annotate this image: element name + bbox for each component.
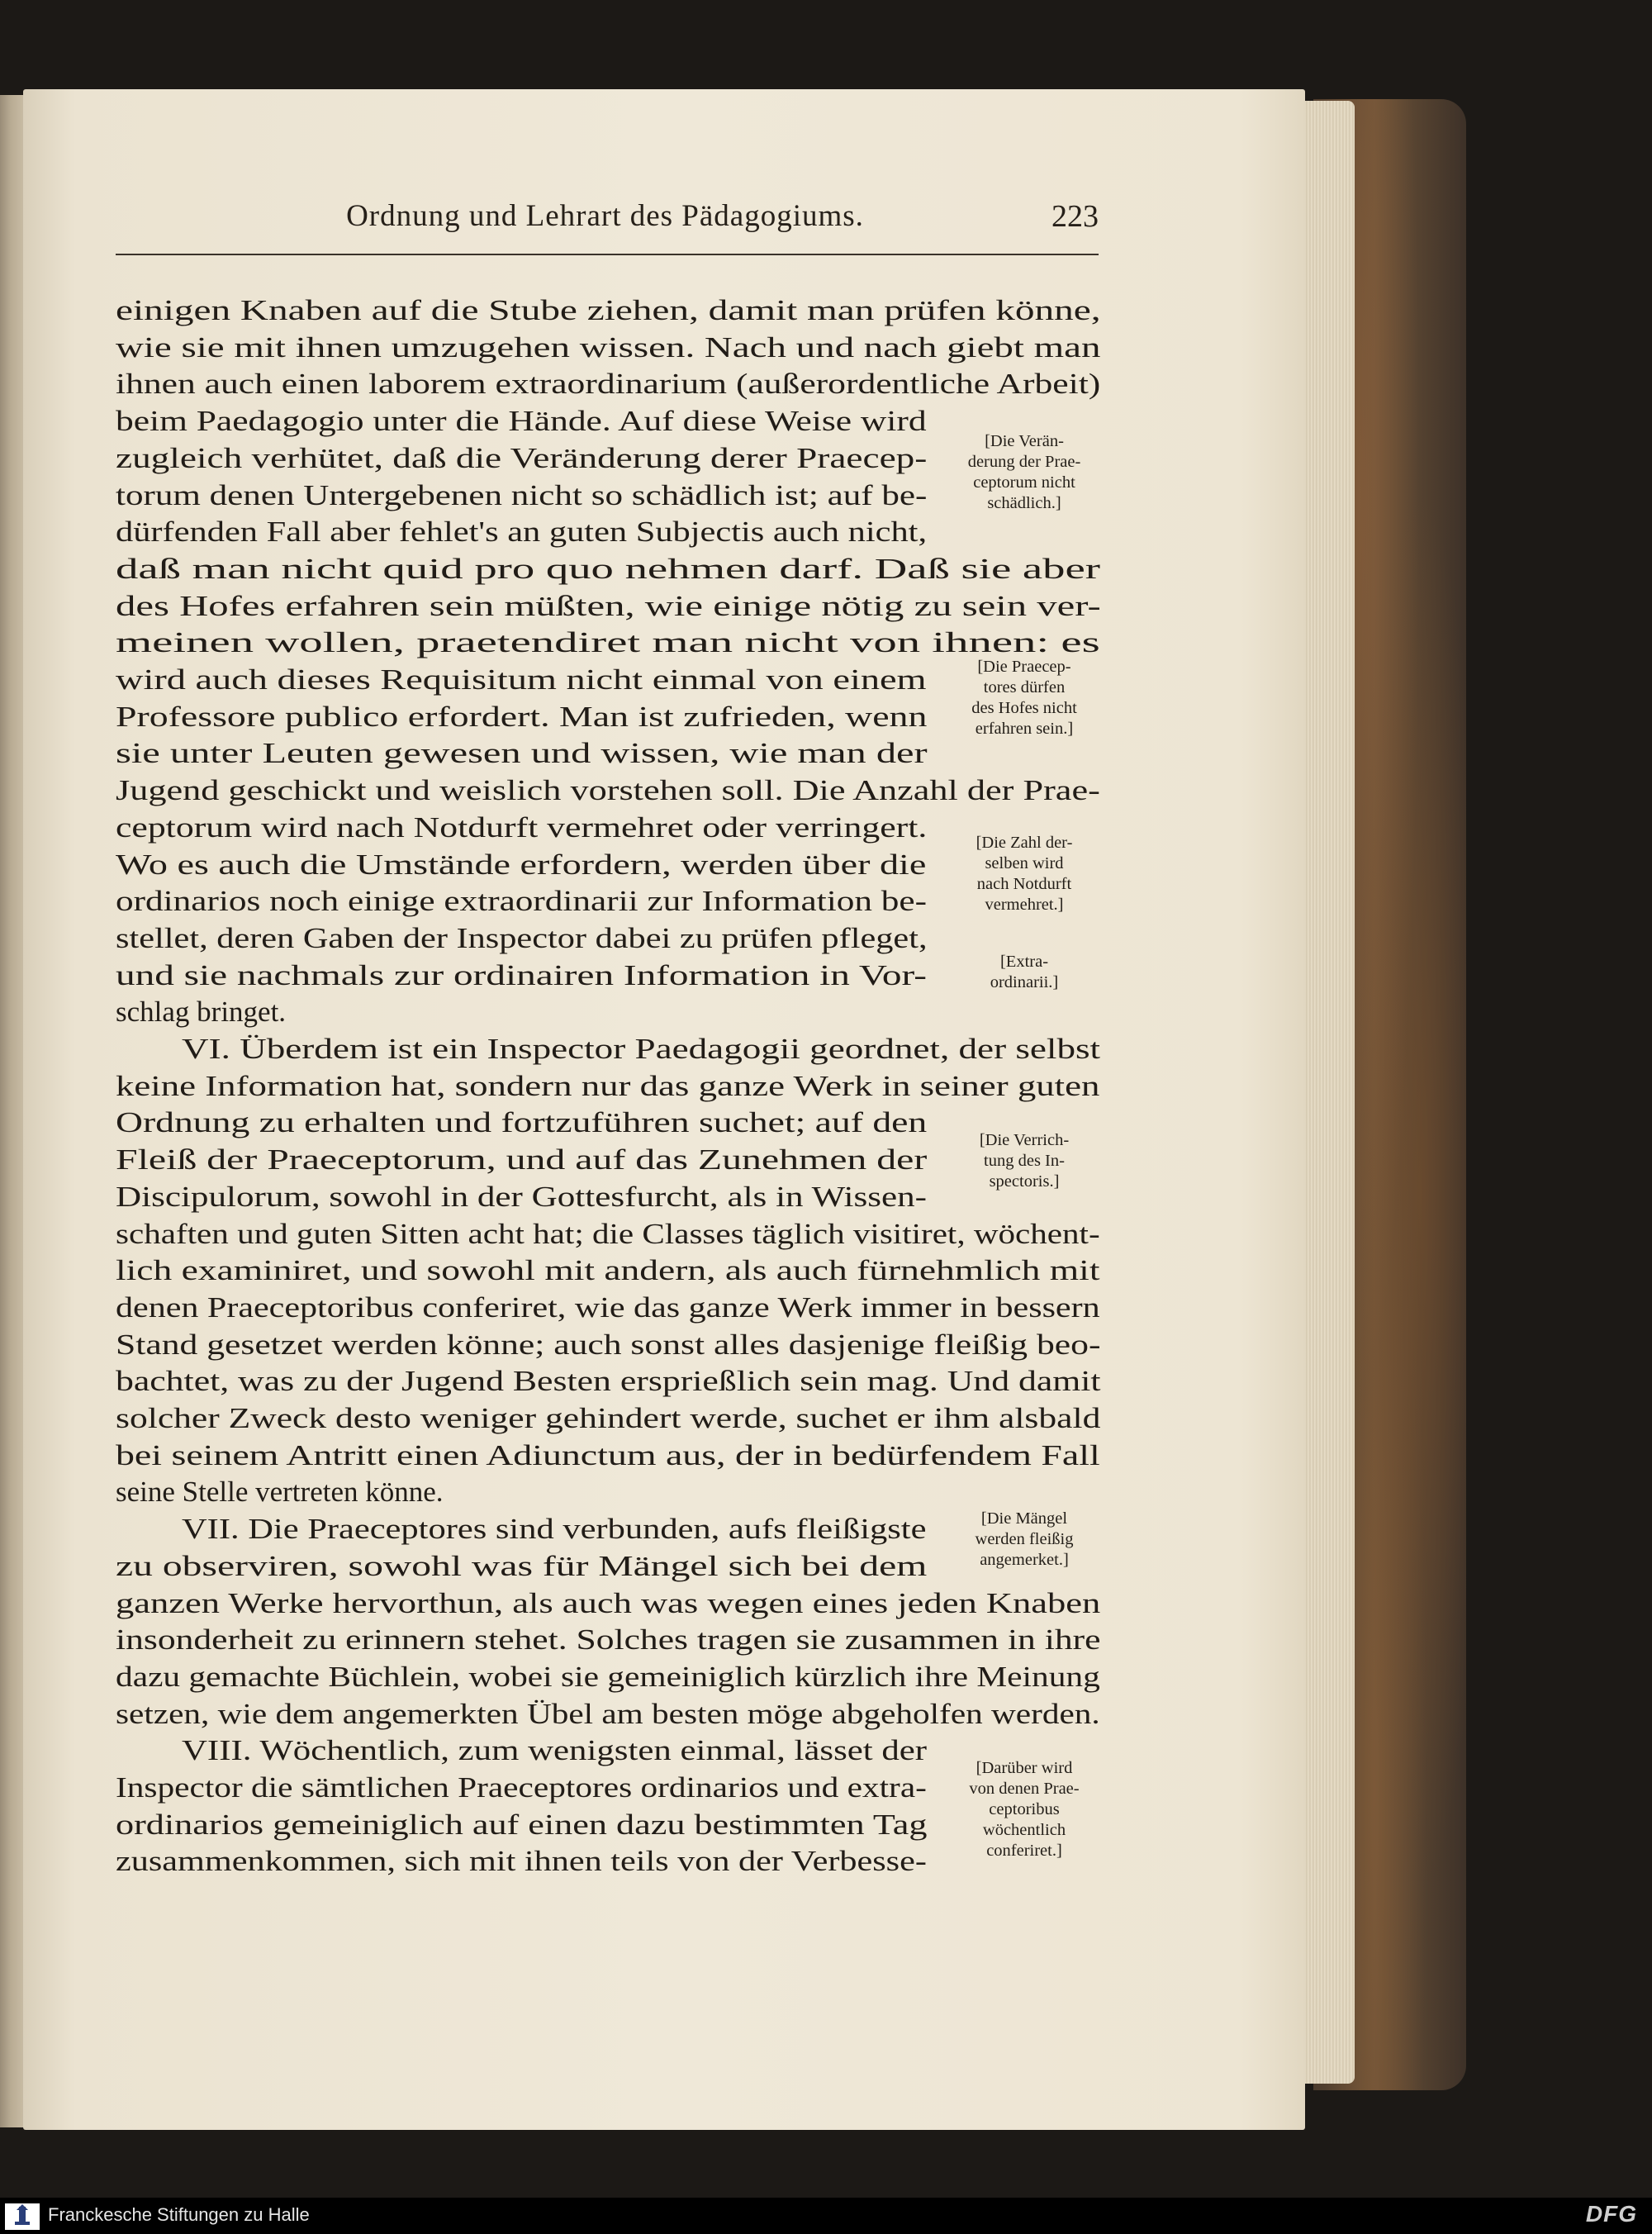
body-line: seine Stelle vertreten könne. [116,1476,444,1509]
body-line: zu observiren, sowohl was für Mängel sich bei dem [116,1549,928,1582]
body-line: Stand gesetzet werden könne; auch sonst alles dasjenige fleißig beo- [116,1328,1101,1361]
body-line: schaften und guten Sitten acht hat; die Classes täglich visitiret, wöchent- [116,1217,1100,1250]
body-line: VIII. Wöchentlich, zum wenigsten einmal, lässet der [182,1734,928,1767]
body-line: Fleiß der Praeceptorum, und auf das Zunehmen der [116,1143,928,1176]
body-line: schlag bringet. [116,996,287,1029]
marginal-note: [Die Verän- derung der Prae- ceptorum nicht schädlich.] [967,432,1081,512]
body-line: des Hofes erfahren sein müßten, wie einige nötig zu sein ver- [116,589,1101,622]
body-line: insonderheit zu erinnern stehet. Solches tragen sie zusammen in ihre [116,1623,1101,1656]
body-line: Ordnung zu erhalten und fortzuführen suchet; auf den [116,1106,928,1139]
body-line: sie unter Leuten gewesen und wissen, wie man der [116,737,928,770]
body-line: lich examiniret, und sowohl mit andern, als auch fürnehmlich mit [116,1254,1100,1287]
header-rule [116,254,1099,255]
marginal-note: [Die Mängel werden fleißig angemerket.] [975,1509,1074,1569]
body-line: zugleich verhütet, daß die Veränderung derer Praecep- [116,441,928,474]
body-line: ganzen Werke hervorthun, als auch was wegen eines jeden Knaben [116,1586,1101,1619]
body-line: denen Praeceptoribus conferiret, wie das ganze Werk immer in bessern [116,1290,1100,1324]
library-logo-icon [5,2203,40,2230]
body-line: Inspector die sämtlichen Praeceptores ordinarios und extra- [116,1771,927,1804]
body-line: ceptorum wird nach Notdurft vermehret oder verringert. [116,810,928,844]
footer-institution: Franckesche Stiftungen zu Halle [48,2204,310,2225]
body-line: keine Information hat, sondern nur das ganze Werk in seiner guten [116,1069,1100,1102]
marginal-note: [Die Zahl der- selben wird nach Notdurft vermehret.] [976,834,1073,914]
body-line: daß man nicht quid pro quo nehmen darf. Daß sie aber [116,552,1100,585]
body-line: solcher Zweck desto weniger gehindert werde, suchet er ihm alsbald [116,1402,1101,1434]
running-head: Ordnung und Lehrart des Pädagogiums. [346,199,864,233]
marginal-note: [Die Verrich- tung des In- spectoris.] [979,1131,1070,1191]
body-line: ordinarios noch einige extraordinarii zur Information be- [116,885,927,918]
body-line: Jugend geschickt und weislich vorstehen soll. Die Anzahl der Prae- [116,774,1100,807]
dfg-logo: DFG [1585,2201,1637,2227]
body-line: setzen, wie dem angemerkten Übel am besten möge abgeholfen werden. [116,1697,1100,1730]
body-line: dürfenden Fall aber fehlet's an guten Subjectis auch nicht, [116,516,928,549]
body-line: einigen Knaben auf die Stube ziehen, damit man prüfen könne, [116,294,1101,326]
body-line: und sie nachmals zur ordinairen Information in Vor- [116,958,927,991]
body-line: Wo es auch die Umstände erfordern, werden über die [116,848,927,881]
body-line: wie sie mit ihnen umzugehen wissen. Nach und nach giebt man [116,330,1101,364]
body-line: stellet, deren Gaben der Inspector dabei zu prüfen pfleget, [116,921,928,954]
body-line: meinen wollen, praetendiret man nicht von ihnen: es [116,626,1100,659]
body-line: torum denen Untergebenen nicht so schädlich ist; auf be- [116,478,928,511]
body-line: VII. Die Praeceptores sind verbunden, aufs fleißigste [182,1513,927,1546]
body-line: Professore publico erfordert. Man ist zufrieden, wenn [116,700,928,733]
body-line: ordinarios gemeiniglich auf einen dazu bestimmten Tag [116,1808,928,1841]
page-number: 223 [1051,199,1099,234]
marginal-note: [Extra- ordinarii.] [990,953,1059,991]
body-line: bei seinem Antritt einen Adiunctum aus, der in bedürfendem Fall [116,1438,1100,1471]
body-line: VI. Überdem ist ein Inspector Paedagogii geordnet, der selbst [182,1033,1101,1065]
body-line: dazu gemachte Büchlein, wobei sie gemeiniglich kürzlich ihre Meinung [116,1660,1100,1693]
body-line: beim Paedagogio unter die Hände. Auf diese Weise wird [116,405,927,438]
marginal-note: [Die Praecep- tores dürfen des Hofes nicht erfahren sein.] [971,658,1077,738]
marginal-note: [Darüber wird von denen Prae- ceptoribus wöchentlich conferiret.] [969,1759,1080,1860]
body-line: ihnen auch einen laborem extraordinarium (außerordentliche Arbeit) [116,368,1101,401]
body-line: Discipulorum, sowohl in der Gottesfurcht, als in Wissen- [116,1180,927,1213]
body-line: bachtet, was zu der Jugend Besten ersprießlich sein mag. Und damit [116,1365,1101,1398]
body-line: wird auch dieses Requisitum nicht einmal von einem [116,663,927,696]
body-line: zusammenkommen, sich mit ihnen teils von der Verbesse- [116,1845,927,1878]
